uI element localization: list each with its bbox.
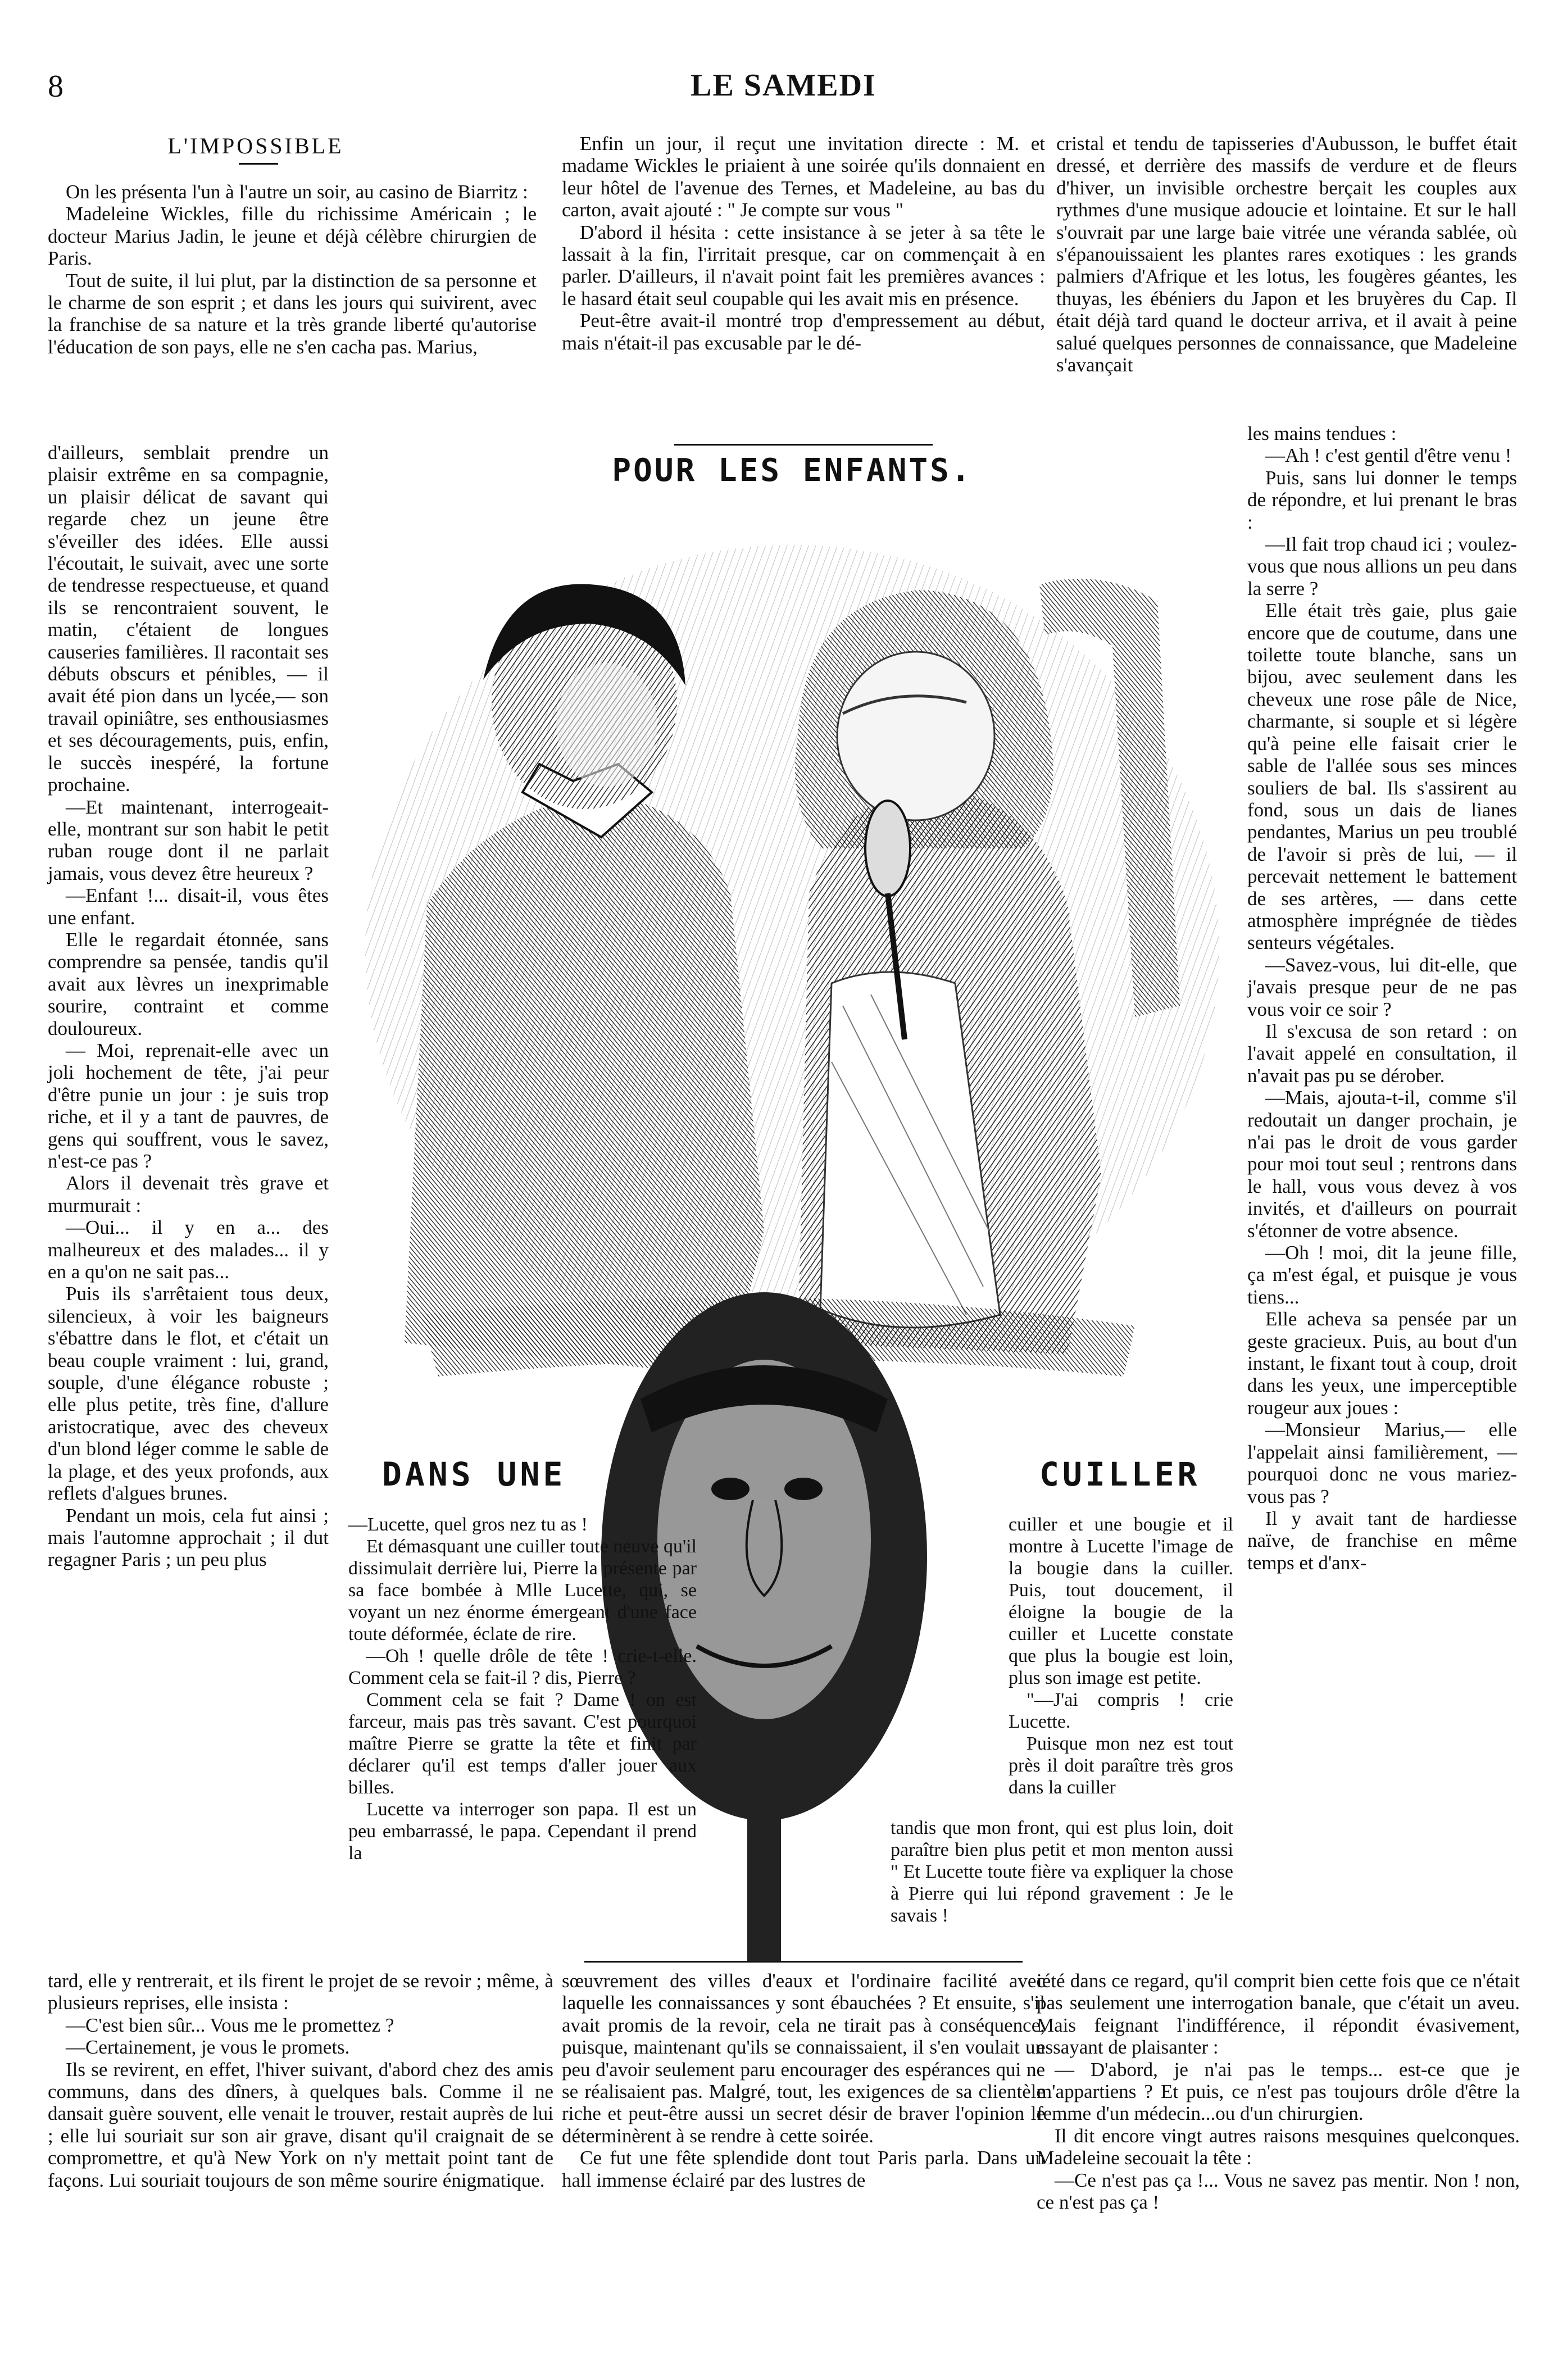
paragraph: — D'abord, je n'ai pas le temps... est-ce que je m'appartiens ? Et puis, ce n'est pas toujours drôle d'être la femme d'un médecin...ou d'un chirurgien. (1037, 2058, 1520, 2125)
paragraph: "—J'ai compris ! crie Lucette. (1009, 1689, 1233, 1732)
paragraph: Il y avait tant de hardiesse naïve, de franchise en même temps et d'anx- (1247, 1507, 1517, 1574)
paragraph: cuiller et une bougie et il montre à Lucette l'image de la bougie dans la cuiller. Puis, tout doucement, il éloigne la bougie de la cuiller et Lucette constate que plus la bougie est loin, plus son image est petite. (1009, 1514, 1233, 1688)
paragraph: —Mais, ajouta-t-il, comme s'il redoutait un danger prochain, je n'ai pas le droit de vous garder pour moi tout seul ; rentrons dans le hall, vous vous devez à vos invités, et d'ailleurs on pourrait s'étonner de votre absence. (1247, 1087, 1517, 1242)
paragraph: Madeleine Wickles, fille du richissime Américain ; le docteur Marius Jadin, le jeune et déjà célèbre chirurgien de Paris. (48, 203, 537, 270)
paragraph: Il dit encore vingt autres raisons mesquines quelconques. Madeleine secouait la tête : (1037, 2124, 1520, 2169)
illustration-text-right (1009, 1514, 1233, 1798)
paragraph: Lucette va interroger son papa. Il est un peu embarrassé, le papa. Cependant il prend la (348, 1799, 697, 1864)
paragraph: d'ailleurs, semblait prendre un plaisir extrême en sa compagnie, un plaisir délicat de savant qui regarde chez un jeune être s'éveiller des idées. Elle aussi l'écoutait, le suivait, avec une sorte de tendresse respectueuse, et quand ils se rencontraient souvent, le matin, c'étaient de longues causeries familières. Il racontait ses débuts obscurs et pénibles, — il avait été pion dans un lycée,— son travail opiniâtre, ses enthousiasmes et ses découragements, puis, enfin, le succès inespéré, la fortune prochaine. (48, 442, 329, 796)
column-1-bottom (48, 1970, 553, 2191)
paragraph: On les présenta l'un à l'autre un soir, au casino de Biarritz : (66, 181, 528, 203)
section-title: POUR LES ENFANTS. (612, 452, 973, 489)
story-title: L'IMPOSSIBLE (167, 133, 344, 158)
paragraph: —Savez-vous, lui dit-elle, que j'avais presque peur de ne pas vous voir ce soir ? (1247, 953, 1517, 1020)
paragraph: Alors il devenait très grave et murmurait : (48, 1172, 329, 1216)
paragraph: Peut-être avait-il montré trop d'empressement au début, mais n'était-il pas excusable par le dé- (562, 310, 1045, 354)
paragraph: tandis que mon front, qui est plus loin, doit paraître bien plus petit et mon menton aussi " Et Lucette toute fière va expliquer la chose à Pierre qui lui répond gravement : Je le savais ! (891, 1818, 1233, 1926)
paragraph: Puisque mon nez est tout près il doit paraître très gros dans la cuiller (1009, 1733, 1233, 1798)
column-1-narrow (48, 442, 329, 1571)
paragraph: Comment cela se fait ? Dame ! on est farceur, mais pas très savant. C'est pourquoi maître Pierre se gratte la tête et finit par déclarer qu'il est temps d'aller jouer aux billes. (348, 1689, 697, 1798)
paragraph: Tout de suite, il lui plut, par la distinction de sa personne et le charme de son esprit ; et dans les jours qui suivirent, avec la franchise de sa nature et la très grande liberté qu'autorise l'éducation de son pays, elle ne s'en cacha pas. Marius, (48, 269, 537, 358)
paragraph: Elle était très gaie, plus gaie encore que de coutume, dans une toilette toute blanche, sans un bijou, avec seulement dans les cheveux une rose pâle de Nice, charmante, si souple et si légère qu'à peine elle faisait crier le sable de l'allée sous ses minces souliers de bal. Ils s'assirent au fond, sous un dais de lianes pendantes, Marius un peu troublé de l'avoir si près de lui, — il percevait nettement le battement de ses artères, — dans cette atmosphère imprégnée de tièdes senteurs végétales. (1247, 599, 1517, 954)
paragraph: Et démasquant une cuiller toute neuve qu'il dissimulait derrière lui, Pierre la présente par sa face bombée à Mlle Lucette, qui, se voyant un nez énorme émergeant d'une face toute déformée, éclate de rire. (348, 1536, 697, 1645)
paragraph: sœuvrement des villes d'eaux et l'ordinaire facilité avec laquelle les connaissances y sont ébauchées ? Et ensuite, s'il avait promis de la revoir, cela ne tirait pas à conséquence, puisque, maintenant qu'ils se connaissaient, il s'en voulait un peu d'avoir seulement paru encourager des espérances qui ne se réalisaient pas. Malgré, tout, les exigences de sa clientèle riche et peut-être aussi un secret désir de braver l'opinion le déterminèrent à se rendre à cette soirée. (562, 1970, 1045, 2147)
paragraph: Ils se revirent, en effet, l'hiver suivant, d'abord chez des amis communs, dans des dîners, à quelques bals. Comme il ne dansait guère souvent, elle venait le trouver, restait auprès de lui ; elle lui souriait sur son air grave, disant qu'il craignait de se compromettre, et qu'à New York on n'y mettait point tant de façons. Lui souriait toujours de son même sourire énigmatique. (48, 2058, 553, 2191)
paragraph: —Oh ! moi, dit la jeune fille, ça m'est égal, et puisque je vous tiens... (1247, 1242, 1517, 1308)
caption-right: CUILLER (1039, 1455, 1201, 1493)
paragraph: cristal et tendu de tapisseries d'Aubusson, le buffet était dressé, et derrière des massifs de verdure et de fleurs d'hiver, un invisible orchestre berçait les couples aux rythmes d'une musique adoucie et lointaine. Et sur le hall s'ouvrait par une large baie vitrée une véranda sablée, où s'épanouissaient les plantes rares exotiques : les grands palmiers d'Afrique et les lotus, les fougères géantes, les thuyas, les ébéniers du Japon et les bruyères du Cap. Il était déjà tard quand le docteur arriva, et il avait à peine salué quelques personnes de connaissance, que Madeleine s'avançait (1056, 133, 1517, 376)
paragraph: —Ce n'est pas ça !... Vous ne savez pas mentir. Non ! non, ce n'est pas ça ! (1037, 2169, 1520, 2214)
paragraph: —Enfant !... disait-il, vous êtes une enfant. (48, 884, 329, 929)
paragraph: —Lucette, quel gros nez tu as ! (348, 1514, 588, 1535)
paragraph: —Certainement, je vous le promets. (66, 2036, 350, 2059)
paragraph: Elle acheva sa pensée par un geste gracieux. Puis, au bout d'un instant, le fixant tout à coup, droit dans les yeux, une imperceptible rougeur aux joues : (1247, 1308, 1517, 1419)
paragraph: Enfin un jour, il reçut une invitation directe : M. et madame Wickles le priaient à une soirée qu'ils donnaient en leur hôtel de l'avenue des Ternes, et Madeleine, au bas du carton, avait ajouté : " Je compte sur vous " (562, 133, 1045, 221)
paragraph: D'abord il hésita : cette insistance à se jeter à sa tête le lassait à la fin, l'irritait presque, car on commençait à en parler. D'ailleurs, il n'avait point fait les premières avances : le hasard était seul coupable qui les avait mis en présence. (562, 221, 1045, 310)
paragraph: Puis ils s'arrêtaient tous deux, silencieux, à voir les baigneurs s'ébattre dans le flot, et c'était un beau couple vraiment : lui, grand, souple, d'une élégance robuste ; elle plus petite, très fine, d'allure aristocratique, avec des cheveux d'un blond léger comme le sable de la plage, et des yeux profonds, aux reflets d'algues brunes. (48, 1283, 329, 1505)
paragraph: —Ah ! c'est gentil d'être venu ! (1265, 444, 1512, 467)
column-2-bottom (562, 1970, 1045, 2191)
paragraph: iété dans ce regard, qu'il comprit bien cette fois que ce n'était pas seulement une interrogation banale, que c'était un aveu. Mais feignant l'indifférence, il répondit évasivement, essayant de plaisanter : (1037, 1970, 1520, 2059)
page-number: 8 (48, 69, 63, 104)
illustration-text-left (348, 1514, 697, 1864)
paragraph: Elle le regardait étonnée, sans comprendre sa pensée, tandis qu'il avait aux lèvres un inexprimable sourire, contraint et comme douloureux. (48, 928, 329, 1039)
title-rule (239, 163, 278, 165)
masthead: LE SAMEDI (691, 68, 876, 103)
column-3-top (1056, 133, 1517, 376)
paragraph: —Il fait trop chaud ici ; voulez-vous que nous allions un peu dans la serre ? (1247, 533, 1517, 599)
paragraph: Pendant un mois, cela fut ainsi ; mais l'automne approchait ; il dut regagner Paris ; un peu plus (48, 1504, 329, 1571)
column-2-top (562, 133, 1045, 354)
paragraph: —C'est bien sûr... Vous me le promettez ? (66, 2014, 394, 2036)
paragraph: —Oh ! quelle drôle de tête ! crie-t-elle. Comment cela se fait-il ? dis, Pierre ? (348, 1646, 697, 1688)
caption-left: DANS UNE (382, 1455, 566, 1493)
paragraph: Ce fut une fête splendide dont tout Paris parla. Dans un hall immense éclairé par des lustres de (562, 2147, 1045, 2191)
illustration-text-right-wide (891, 1817, 1233, 1927)
column-3-bottom (1037, 1970, 1520, 2213)
paragraph: tard, elle y rentrerait, et ils firent le projet de se revoir ; même, à plusieurs reprises, elle insista : (48, 1970, 553, 2014)
paragraph: —Monsieur Marius,— elle l'appelait ainsi familièrement, — pourquoi donc ne vous mariez-vous pas ? (1247, 1419, 1517, 1507)
paragraph: — Moi, reprenait-elle avec un joli hochement de tête, j'ai peur d'être punie un jour : je suis trop riche, et il y a tant de pauvres, de gens qui souffrent, vous le savez, n'est-ce pas ? (48, 1039, 329, 1172)
column-3-narrow (1247, 423, 1517, 1574)
paragraph: les mains tendues : (1247, 423, 1397, 444)
paragraph: —Et maintenant, interrogeait-elle, montrant sur son habit le petit ruban rouge dont il ne parlait jamais, vous devez être heureux ? (48, 796, 329, 884)
paragraph: —Oui... il y en a... des malheureux et des malades... il y en a qu'on ne sait pas... (48, 1216, 329, 1283)
column-1-top (48, 181, 537, 358)
paragraph: Puis, sans lui donner le temps de répondre, et lui prenant le bras : (1247, 466, 1517, 533)
section-rule (674, 444, 933, 446)
paragraph: Il s'excusa de son retard : on l'avait appelé en consultation, il n'avait pas pu se dérober. (1247, 1020, 1517, 1087)
section-bottom-rule (584, 1961, 1023, 1963)
